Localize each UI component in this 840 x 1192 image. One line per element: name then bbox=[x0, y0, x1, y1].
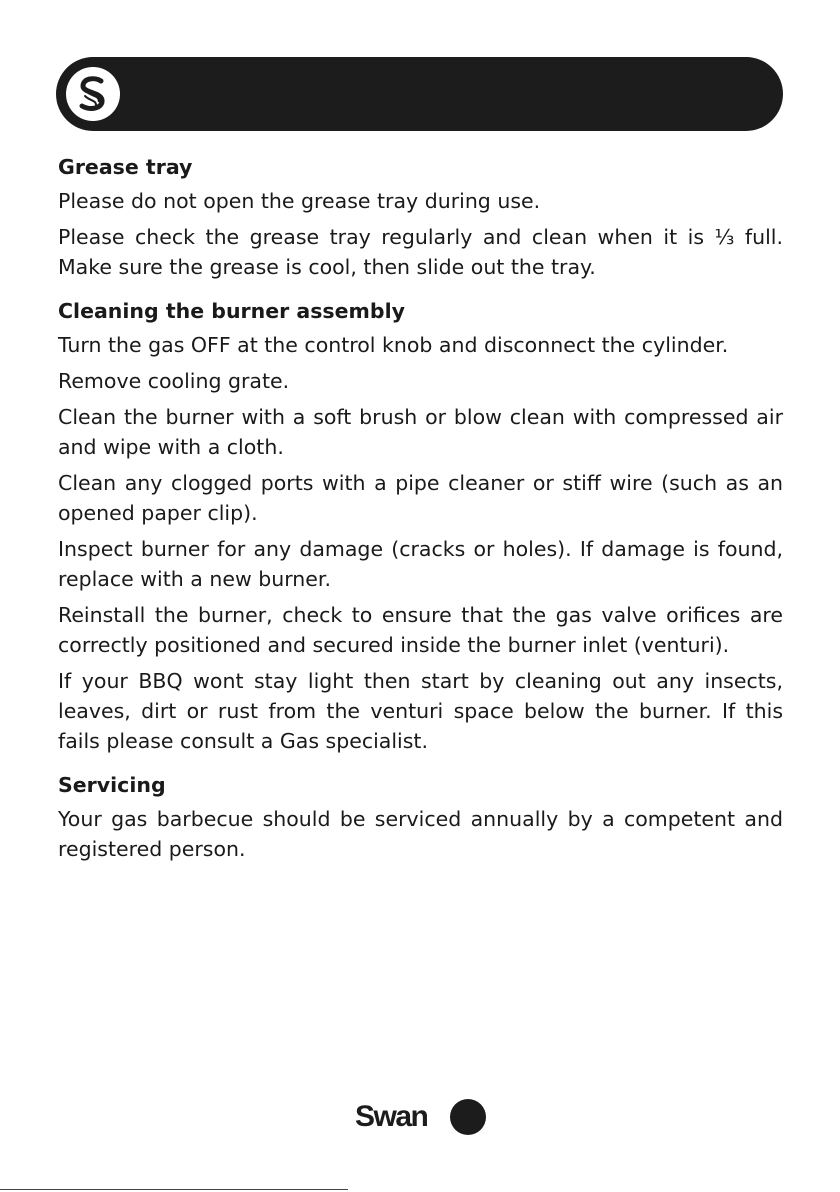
section-servicing bbox=[58, 770, 783, 864]
section-grease-tray bbox=[58, 152, 783, 282]
paragraph: Your gas barbecue should be serviced annually by a competent and registered person. bbox=[58, 807, 783, 861]
paragraph: Remove cooling grate. bbox=[58, 369, 290, 393]
paragraph: Clean the burner with a soft brush or blow clean with compressed air and wipe with a cloth. bbox=[58, 405, 783, 459]
divider bbox=[0, 1189, 348, 1190]
section-heading: Grease tray bbox=[58, 155, 193, 179]
paragraph: Turn the gas OFF at the control knob and disconnect the cylinder. bbox=[58, 333, 729, 357]
page-number-badge bbox=[450, 1099, 486, 1135]
swan-brand-logo bbox=[355, 1096, 445, 1136]
main-content bbox=[58, 152, 783, 870]
section-heading: Cleaning the burner assembly bbox=[58, 299, 405, 323]
header-bar bbox=[56, 57, 783, 131]
brand-wordmark: Swan bbox=[355, 1100, 428, 1133]
section-cleaning-burner bbox=[58, 296, 783, 756]
paragraph: If your BBQ wont stay light then start by cleaning out any insects, leaves, dirt or rust from the venturi space below the burner. If this fails please consult a Gas specialist. bbox=[58, 669, 783, 753]
swan-s-logo-icon bbox=[65, 66, 121, 122]
paragraph: Clean any clogged ports with a pipe cleaner or stiff wire (such as an opened paper clip). bbox=[58, 471, 783, 525]
paragraph: Inspect burner for any damage (cracks or holes). If damage is found, replace with a new burner. bbox=[58, 537, 783, 591]
paragraph: Reinstall the burner, check to ensure that the gas valve orifices are correctly positioned and secured inside the burner inlet (venturi). bbox=[58, 603, 783, 657]
section-heading: Servicing bbox=[58, 773, 166, 797]
paragraph: Please do not open the grease tray during use. bbox=[58, 189, 541, 213]
paragraph: Please check the grease tray regularly and clean when it is ⅓ full. Make sure the grease is cool, then slide out the tray. bbox=[58, 225, 783, 279]
